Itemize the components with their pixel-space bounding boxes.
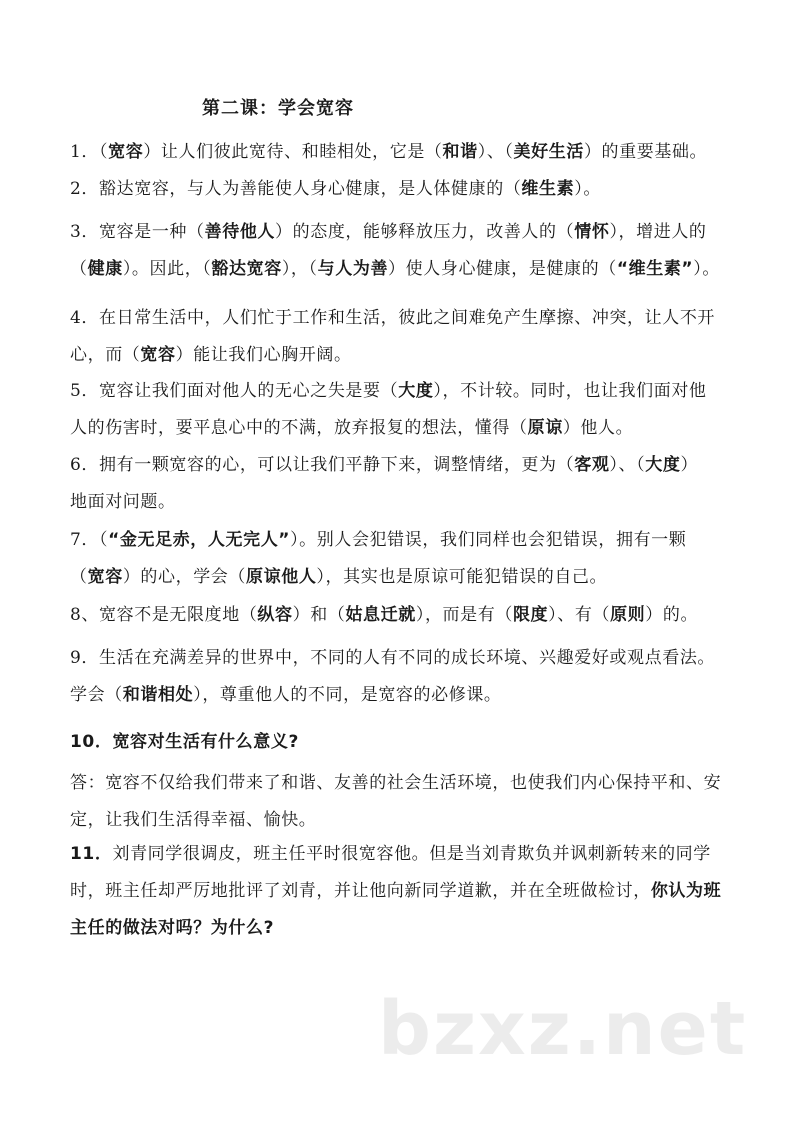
text-line — [70, 873, 735, 910]
paragraph-item-6 — [70, 447, 735, 521]
body-text: ）。因此，（ — [122, 259, 212, 279]
body-text: ），尊重他人的不同，是宽容的必修课。 — [193, 685, 502, 705]
body-text: 2．豁达宽容，与人为善能使人身心健康，是人体健康的（ — [70, 179, 522, 199]
bold-answer-text: 限度 — [512, 605, 549, 625]
body-text: ）。 — [574, 179, 601, 199]
bold-answer-text: 健康 — [87, 259, 123, 279]
bold-answer-text: 与人为善 — [317, 259, 389, 279]
body-text: ） — [680, 455, 699, 475]
text-line — [70, 214, 735, 251]
text-line — [70, 447, 735, 484]
paragraph-item-2 — [70, 171, 735, 208]
text-line — [70, 171, 735, 208]
paragraph-item-10-question — [70, 724, 735, 761]
body-text: ）的态度，能够释放压力，改善人的（ — [275, 222, 575, 242]
body-text: ）能让我们心胸开阔。 — [175, 345, 352, 365]
bold-answer-text: 大度 — [645, 455, 681, 475]
text-line — [70, 559, 735, 596]
text-line — [70, 910, 735, 947]
text-line — [70, 640, 735, 677]
body-text: ）让人们彼此宽待、和睦相处，它是（ — [143, 142, 443, 162]
paragraph-item-7 — [70, 522, 735, 596]
body-text: 3．宽容是一种（ — [70, 222, 205, 242]
text-line — [70, 836, 735, 873]
body-text: ）、（ — [477, 142, 514, 162]
bold-answer-text: 和谐 — [442, 142, 478, 162]
body-text: 7．（ — [70, 530, 109, 550]
text-line — [70, 300, 735, 337]
bold-answer-text: 和谐相处 — [122, 685, 194, 705]
bold-answer-text: 原谅他人 — [246, 567, 317, 587]
text-line — [70, 134, 735, 171]
bold-answer-text: 原则 — [610, 605, 646, 625]
bold-answer-text: 宽容 — [140, 345, 176, 365]
paragraph-item-9 — [70, 640, 735, 714]
page-title: 第二课：学会宽容 — [202, 98, 354, 119]
body-text: 4．在日常生活中，人们忙于工作和生活，彼此之间难免产生摩擦、冲突，让人不开 — [70, 308, 716, 328]
text-line — [70, 802, 735, 839]
body-text: 刘青同学很调皮，班主任平时很宽容他。但是当刘青欺负并讽刺新转来的同学 — [112, 844, 711, 864]
body-text: 人的伤害时，要平息心中的不满，放弃报复的想法，懂得（ — [70, 418, 528, 438]
text-line — [70, 677, 735, 714]
body-text: 5．宽容让我们面对他人的无心之失是要（ — [70, 381, 399, 401]
text-line — [70, 765, 735, 802]
text-line — [70, 484, 735, 521]
bold-answer-text: 情怀 — [574, 222, 610, 242]
body-text: ）的。 — [645, 605, 699, 625]
body-text: 学会（ — [70, 685, 123, 705]
text-line — [70, 337, 735, 374]
body-text: 地面对问题。 — [70, 492, 176, 512]
body-text: 8、宽容不是无限度地（ — [70, 605, 258, 625]
bold-answer-text: 宽容 — [108, 142, 144, 162]
bold-answer-text: 纵容 — [257, 605, 293, 625]
text-line — [70, 251, 735, 288]
text-line — [70, 522, 735, 559]
bold-answer-text: 你认为班 — [650, 881, 722, 901]
body-text: （ — [70, 259, 88, 279]
body-text: 心，而（ — [70, 345, 141, 365]
paragraph-item-10-answer — [70, 765, 735, 839]
body-text: ），（ — [281, 259, 318, 279]
paragraph-item-4 — [70, 300, 735, 374]
bold-answer-text: 姑息迁就 — [345, 605, 416, 625]
bold-answer-text: 主任的做法对吗？为什么? — [70, 918, 275, 938]
bold-answer-text: 原谅 — [527, 418, 563, 438]
body-text: ）和（ — [292, 605, 346, 625]
bold-answer-text: “金无足赤，人无完人” — [108, 530, 291, 550]
bold-answer-text: 10．宽容对生活有什么意义? — [70, 732, 299, 752]
body-text: ），不计较。同时，也让我们面对他 — [433, 381, 707, 401]
body-text: （ — [70, 567, 88, 587]
bold-answer-text: 宽容 — [87, 567, 123, 587]
body-text: ）使人身心健康，是健康的（ — [388, 259, 617, 279]
body-text: 1．（ — [70, 142, 109, 162]
paragraph-item-5 — [70, 373, 735, 447]
body-text: ）、有（ — [548, 605, 611, 625]
bold-answer-text: “维生素” — [616, 259, 694, 279]
watermark: bzxz.net — [378, 986, 748, 1072]
body-text: ）的重要基础。 — [583, 142, 708, 162]
body-text: 定，让我们生活得幸福、愉快。 — [70, 810, 317, 830]
bold-answer-text: 客观 — [574, 455, 610, 475]
body-text: ）的心，学会（ — [122, 567, 247, 587]
bold-answer-text: 善待他人 — [204, 222, 276, 242]
bold-answer-text: 豁达宽容 — [211, 259, 282, 279]
bold-answer-text: 维生素 — [521, 179, 575, 199]
text-line — [70, 373, 735, 410]
body-text: ）。别人会犯错误，我们同样也会犯错误，拥有一颗 — [290, 530, 687, 550]
body-text: 9．生活在充满差异的世界中，不同的人有不同的成长环境、兴趣爱好或观点看法。 — [70, 648, 716, 668]
text-line — [70, 597, 735, 634]
bold-answer-text: 11． — [70, 844, 113, 864]
body-text: ），其实也是原谅可能犯错误的自己。 — [316, 567, 608, 587]
body-text: ）他人。 — [562, 418, 634, 438]
paragraph-item-11 — [70, 836, 735, 947]
bold-answer-text: 美好生活 — [513, 142, 584, 162]
text-line — [70, 410, 735, 447]
body-text: ）、（ — [609, 455, 646, 475]
body-text: ），而是有（ — [415, 605, 513, 625]
body-text: ），增进人的 — [609, 222, 707, 242]
body-text: ）。 — [693, 259, 720, 279]
text-line — [70, 724, 735, 761]
paragraph-item-1 — [70, 134, 735, 171]
body-text: 时，班主任却严厉地批评了刘青，并让他向新同学道歉，并在全班做检讨， — [70, 881, 651, 901]
paragraph-item-3 — [70, 214, 735, 288]
body-text: 6．拥有一颗宽容的心，可以让我们平静下来，调整情绪，更为（ — [70, 455, 575, 475]
paragraph-item-8 — [70, 597, 735, 634]
body-text: 答：宽容不仅给我们带来了和谐、友善的社会生活环境，也使我们内心保持平和、安 — [70, 773, 722, 793]
bold-answer-text: 大度 — [398, 381, 434, 401]
